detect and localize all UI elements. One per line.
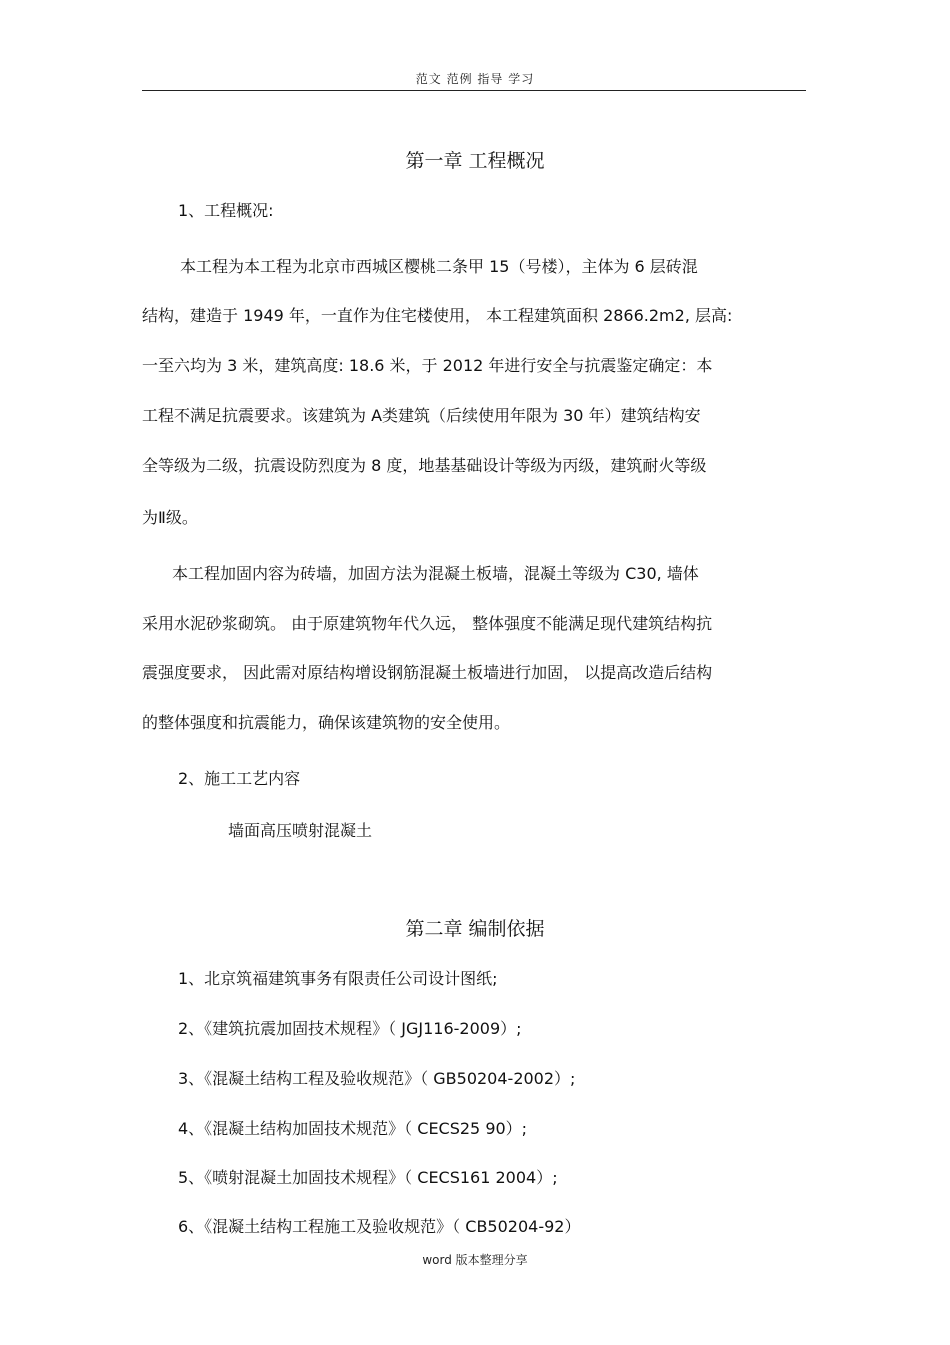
- reference-item: 1、北京筑福建筑事务有限责任公司设计图纸;: [178, 969, 498, 988]
- paragraph-line: 一至六均为 3 米，建筑高度: 18.6 米，于 2012 年进行安全与抗震鉴定确定：本: [142, 356, 713, 375]
- paragraph-line: 震强度要求， 因此需对原结构增设钢筋混凝土板墙进行加固， 以提高改造后结构: [142, 663, 713, 682]
- reference-item: 6、《混凝土结构工程施工及验收规范》（ CB50204-92）: [178, 1217, 581, 1236]
- section2-heading: 2、施工工艺内容: [178, 769, 301, 788]
- header-divider: [142, 90, 806, 91]
- paragraph-line: 结构，建造于 1949 年，一直作为住宅楼使用， 本工程建筑面积 2866.2m2, 层高:: [142, 306, 733, 325]
- paragraph-line: 采用水泥砂浆砌筑。 由于原建筑物年代久远， 整体强度不能满足现代建筑结构抗: [142, 614, 713, 633]
- chapter1-title: 第一章 工程概况: [405, 150, 545, 172]
- reference-item: 3、《混凝土结构工程及验收规范》（ GB50204-2002）;: [178, 1069, 576, 1088]
- paragraph-line: 本工程为本工程为北京市西城区樱桃二条甲 15（号楼），主体为 6 层砖混: [180, 257, 698, 276]
- paragraph-line: 全等级为二级，抗震设防烈度为 8 度，地基基础设计等级为丙级，建筑耐火等级: [142, 456, 707, 475]
- section1-heading: 1、工程概况:: [178, 201, 274, 220]
- paragraph-line: 为Ⅱ级。: [142, 508, 198, 527]
- section2-item: 墙面高压喷射混凝土: [228, 821, 373, 840]
- reference-item: 5、《喷射混凝土加固技术规程》（ CECS161 2004）;: [178, 1168, 558, 1187]
- paragraph-line: 本工程加固内容为砖墙，加固方法为混凝土板墙，混凝土等级为 C30, 墙体: [172, 564, 699, 583]
- page-footer: word 版本整理分享: [422, 1253, 528, 1267]
- reference-item: 2、《建筑抗震加固技术规程》（ JGJ116-2009）;: [178, 1019, 522, 1038]
- page-header: 范文 范例 指导 学习: [415, 72, 535, 86]
- chapter2-title: 第二章 编制依据: [405, 918, 545, 940]
- reference-item: 4、《混凝土结构加固技术规范》（ CECS25 90）;: [178, 1119, 528, 1138]
- paragraph-line: 的整体强度和抗震能力，确保该建筑物的安全使用。: [142, 713, 511, 732]
- paragraph-line: 工程不满足抗震要求。该建筑为 A类建筑（后续使用年限为 30 年）建筑结构安: [142, 406, 701, 425]
